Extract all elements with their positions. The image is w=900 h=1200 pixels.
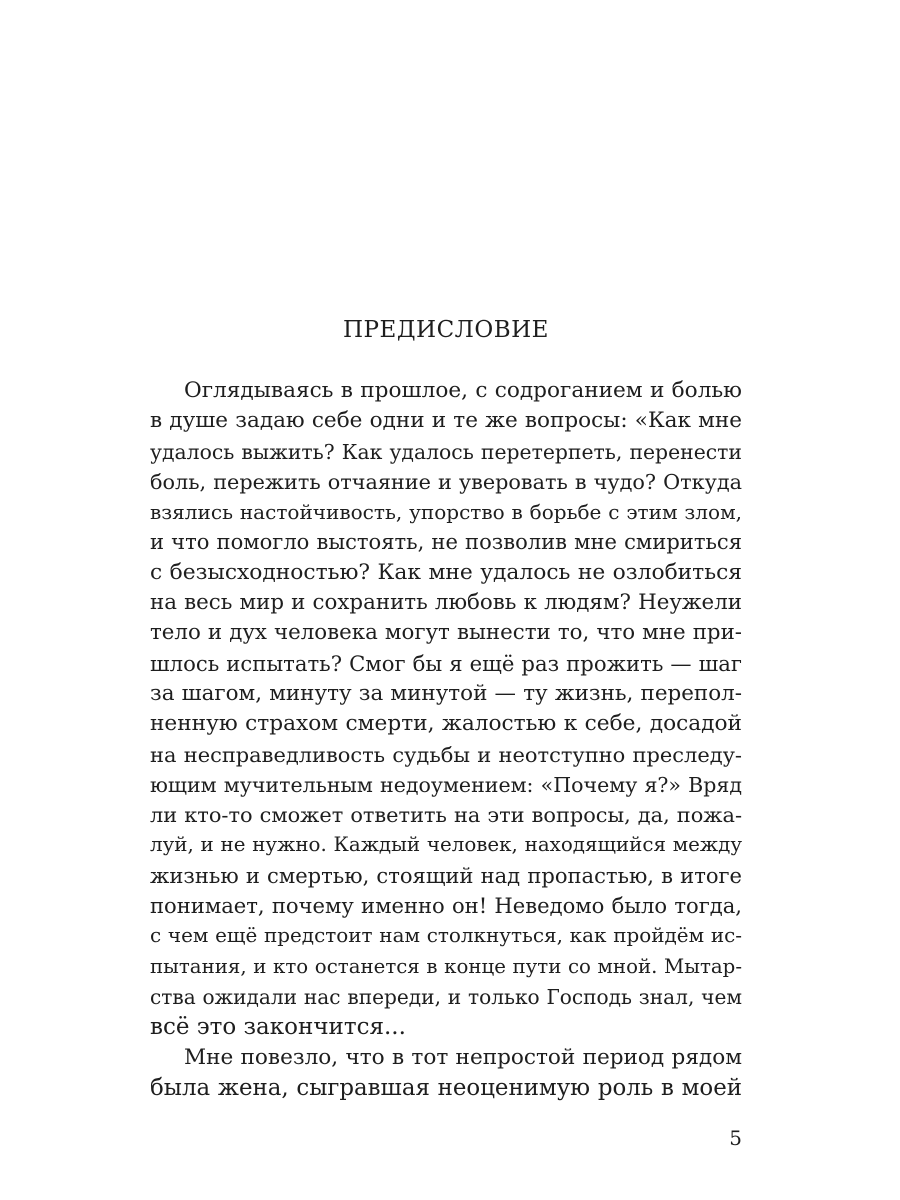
paragraph-2 — [150, 1043, 742, 1104]
text-line: удалось выжить? Как удалось перетерпеть, перенести — [150, 439, 742, 464]
text-line: на весь мир и сохранить любовь к людям? Неужели — [150, 590, 742, 616]
text-line: тело и дух человека могут вынести то, что мне при- — [150, 620, 742, 646]
text-line: с чем ещё предстоит нам столкнуться, как пройдём ис- — [150, 924, 742, 948]
text-line: пытания, и кто останется в конце пути со мной. Мытар- — [150, 954, 742, 978]
body-text — [150, 376, 742, 1103]
text-line: была жена, сыгравшая неоценимую роль в моей — [150, 1074, 742, 1101]
text-line: с безысходностью? Как мне удалось не озлобиться — [150, 559, 742, 585]
text-line: ющим мучительным недоумением: «Почему я?» Вряд — [150, 772, 742, 797]
text-line: Мне повезло, что в тот непростой период рядом — [184, 1044, 742, 1070]
text-line: ненную страхом смерти, жалостью к себе, досадой — [150, 711, 742, 737]
text-line: луй, и не нужно. Каждый человек, находящийся между — [150, 833, 742, 857]
chapter-heading: ПРЕДИСЛОВИЕ — [343, 317, 549, 343]
text-line: на несправедливость судьбы и неотступно преследу- — [150, 742, 742, 767]
text-line: в душе задаю себе одни и те же вопросы: «Как мне — [150, 408, 742, 434]
text-line: шлось испытать? Смог бы я ещё раз прожить — шаг — [150, 650, 742, 676]
text-line: жизнью и смертью, стоящий над пропастью, в итоге — [150, 862, 742, 888]
text-line: ства ожидали нас впереди, и только Господь знал, чем — [150, 984, 742, 1009]
text-line: и что помогло выстоять, не позволив мне смириться — [150, 529, 742, 555]
page-number: 5 — [729, 1126, 742, 1150]
paragraph-1 — [150, 376, 742, 1043]
text-line: взялись настойчивость, упорство в борьбе с этим злом, — [150, 500, 742, 525]
text-line: за шагом, минуту за минутой — ту жизнь, перепол- — [150, 680, 742, 706]
text-line: боль, пережить отчаяние и уверовать в чудо? Откуда — [150, 469, 742, 494]
text-line: понимает, почему именно он! Неведомо было тогда, — [150, 893, 742, 919]
text-line: всё это закончится... — [150, 1014, 406, 1041]
text-line: Оглядываясь в прошлое, с содроганием и болью — [184, 378, 742, 403]
text-line: ли кто-то сможет ответить на эти вопросы, да, пожа- — [150, 803, 742, 828]
